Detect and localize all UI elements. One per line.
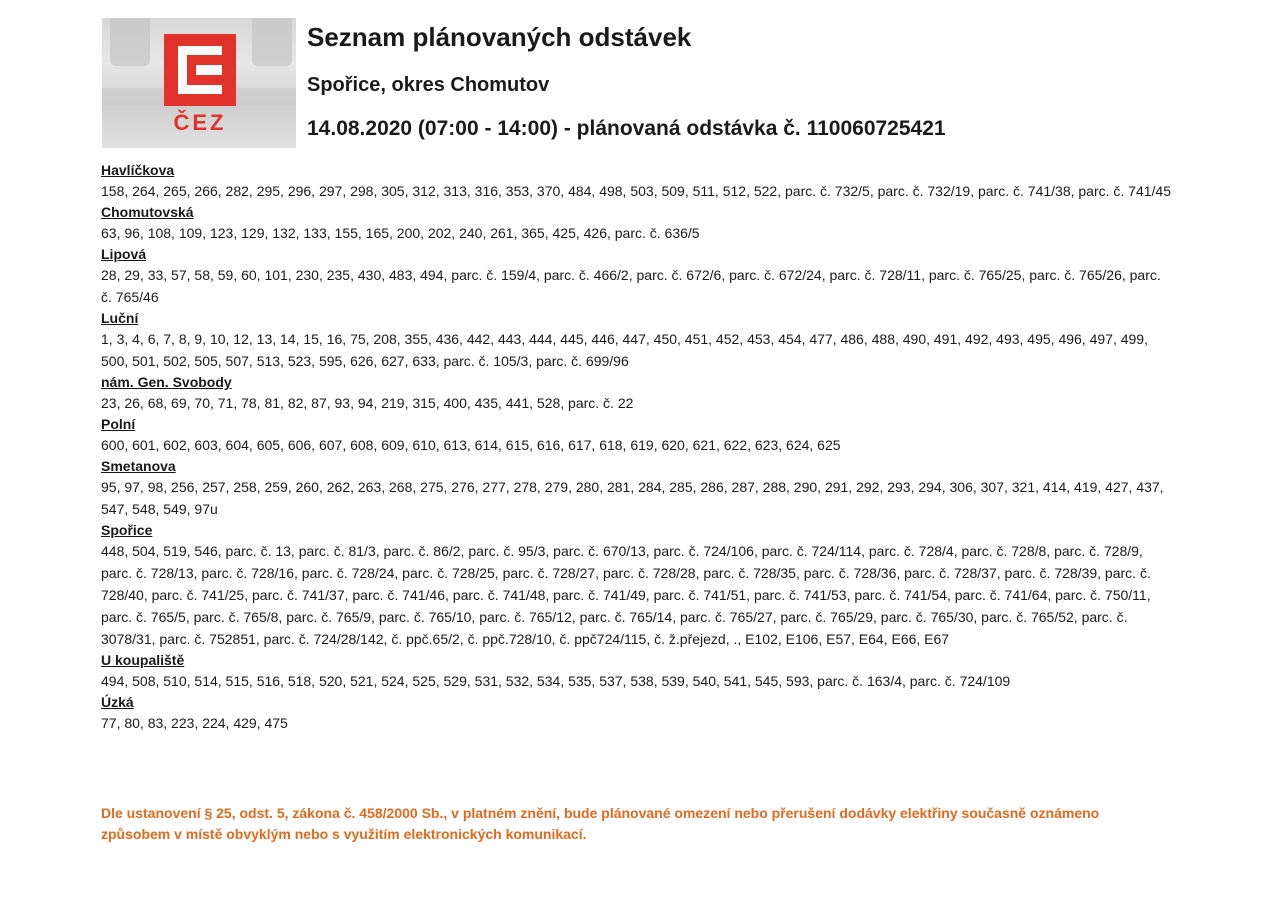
house-numbers: 600, 601, 602, 603, 604, 605, 606, 607, 608, 609, 610, 613, 614, 615, 616, 617, 618, 619, 620, 621, 622, 623, 624, 625 — [101, 437, 841, 453]
street-name: Luční — [101, 310, 139, 326]
cooling-tower-graphic — [110, 18, 150, 66]
house-numbers: 448, 504, 519, 546, parc. č. 13, parc. č. 81/3, parc. č. 86/2, parc. č. 95/3, parc. č. 670/13, parc. č. 724/106, parc. č. 724/114, parc. č. 728/4, parc. č. 728/8, parc. č. 728/9, parc. č. 728/13, parc. č. 728/16, parc. č. 728/24, parc. č. 728/25, parc. č. 728/27, parc. č. 728/28, parc. č. 728/35, parc. č. 728/36, parc. č. 728/37, parc. č. 728/39, parc. č. 728/40, parc. č. 741/25, parc. č. 741/37, parc. č. 741/46, parc. č. 741/48, parc. č. 741/49, parc. č. 741/51, parc. č. 741/53, parc. č. 741/54, parc. č. 741/64, parc. č. 750/11, parc. č. 765/5, parc. č. 765/8, parc. č. 765/9, parc. č. 765/10, parc. č. 765/12, parc. č. 765/14, parc. č. 765/27, parc. č. 765/29, parc. č. 765/30, parc. č. 765/52, parc. č. 3078/31, parc. č. 752851, parc. č. 724/28/142, č. ppč.65/2, č. ppč.728/10, č. ppč724/115, č. ž.přejezd, ., E102, E106, E57, E64, E66, E67 — [101, 543, 1151, 647]
street-entry — [101, 456, 1171, 520]
cez-logo-mark-icon — [164, 34, 236, 106]
street-name: Smetanova — [101, 458, 176, 474]
cez-logo-text: ČEZ — [173, 110, 227, 135]
street-name: Úzká — [101, 694, 134, 710]
street-name: Polní — [101, 416, 136, 432]
street-name: nám. Gen. Svobody — [101, 374, 232, 390]
street-name: Chomutovská — [101, 204, 194, 220]
cooling-tower-graphic — [252, 18, 292, 66]
house-numbers: 1, 3, 4, 6, 7, 8, 9, 10, 12, 13, 14, 15, 16, 75, 208, 355, 436, 442, 443, 444, 445, 446, 447, 450, 451, 452, 453, 454, 477, 486, 488, 490, 491, 492, 493, 495, 496, 497, 499, 500, 501, 502, 505, 507, 513, 523, 595, 626, 627, 633, parc. č. 105/3, parc. č. 699/96 — [101, 331, 1148, 369]
street-entry — [101, 414, 1171, 456]
street-entry — [101, 308, 1171, 372]
house-numbers: 23, 26, 68, 69, 70, 71, 78, 81, 82, 87, 93, 94, 219, 315, 400, 435, 441, 528, parc. č. 22 — [101, 395, 634, 411]
street-entry — [101, 372, 1171, 414]
house-numbers: 63, 96, 108, 109, 123, 129, 132, 133, 155, 165, 200, 202, 240, 261, 365, 425, 426, parc. č. 636/5 — [101, 225, 700, 241]
page-title: Seznam plánovaných odstávek — [307, 22, 692, 52]
house-numbers: 77, 80, 83, 223, 224, 429, 475 — [101, 715, 288, 731]
house-numbers: 158, 264, 265, 266, 282, 295, 296, 297, 298, 305, 312, 313, 316, 353, 370, 484, 498, 503, 509, 511, 512, 522, parc. č. 732/5, parc. č. 732/19, parc. č. 741/38, parc. č. 741/45 — [101, 183, 1171, 199]
house-numbers: 28, 29, 33, 57, 58, 59, 60, 101, 230, 235, 430, 483, 494, parc. č. 159/4, parc. č. 466/2, parc. č. 672/6, parc. č. 672/24, parc. č. 728/11, parc. č. 765/25, parc. č. 765/26, parc. č. 765/46 — [101, 267, 1161, 305]
street-entry — [101, 202, 1171, 244]
house-numbers: 494, 508, 510, 514, 515, 516, 518, 520, 521, 524, 525, 529, 531, 532, 534, 535, 537, 538, 539, 540, 541, 545, 593, parc. č. 163/4, parc. č. 724/109 — [101, 673, 1011, 689]
street-name: Spořice — [101, 522, 153, 538]
street-list — [101, 160, 1171, 734]
cez-logo — [102, 18, 296, 148]
street-entry — [101, 160, 1171, 202]
outage-date-heading: 14.08.2020 (07:00 - 14:00) - plánovaná odstávka č. 110060725421 — [307, 117, 946, 140]
street-name: U koupaliště — [101, 652, 185, 668]
legal-notice: Dle ustanovení § 25, odst. 5, zákona č. 458/2000 Sb., v platném znění, bude plánované omezení nebo přerušení dodávky elektřiny současně oznámeno způsobem v místě obvyklým nebo s využitím elektronických komunikací. — [101, 805, 1100, 842]
street-name: Havlíčkova — [101, 162, 175, 178]
street-entry — [101, 520, 1171, 650]
street-name: Lipová — [101, 246, 147, 262]
street-entry — [101, 244, 1171, 308]
street-entry — [101, 692, 1171, 734]
house-numbers: 95, 97, 98, 256, 257, 258, 259, 260, 262, 263, 268, 275, 276, 277, 278, 279, 280, 281, 284, 285, 286, 287, 288, 290, 291, 292, 293, 294, 306, 307, 321, 414, 419, 427, 437, 547, 548, 549, 97u — [101, 479, 1164, 517]
street-entry — [101, 650, 1171, 692]
location-subtitle: Spořice, okres Chomutov — [307, 74, 550, 96]
